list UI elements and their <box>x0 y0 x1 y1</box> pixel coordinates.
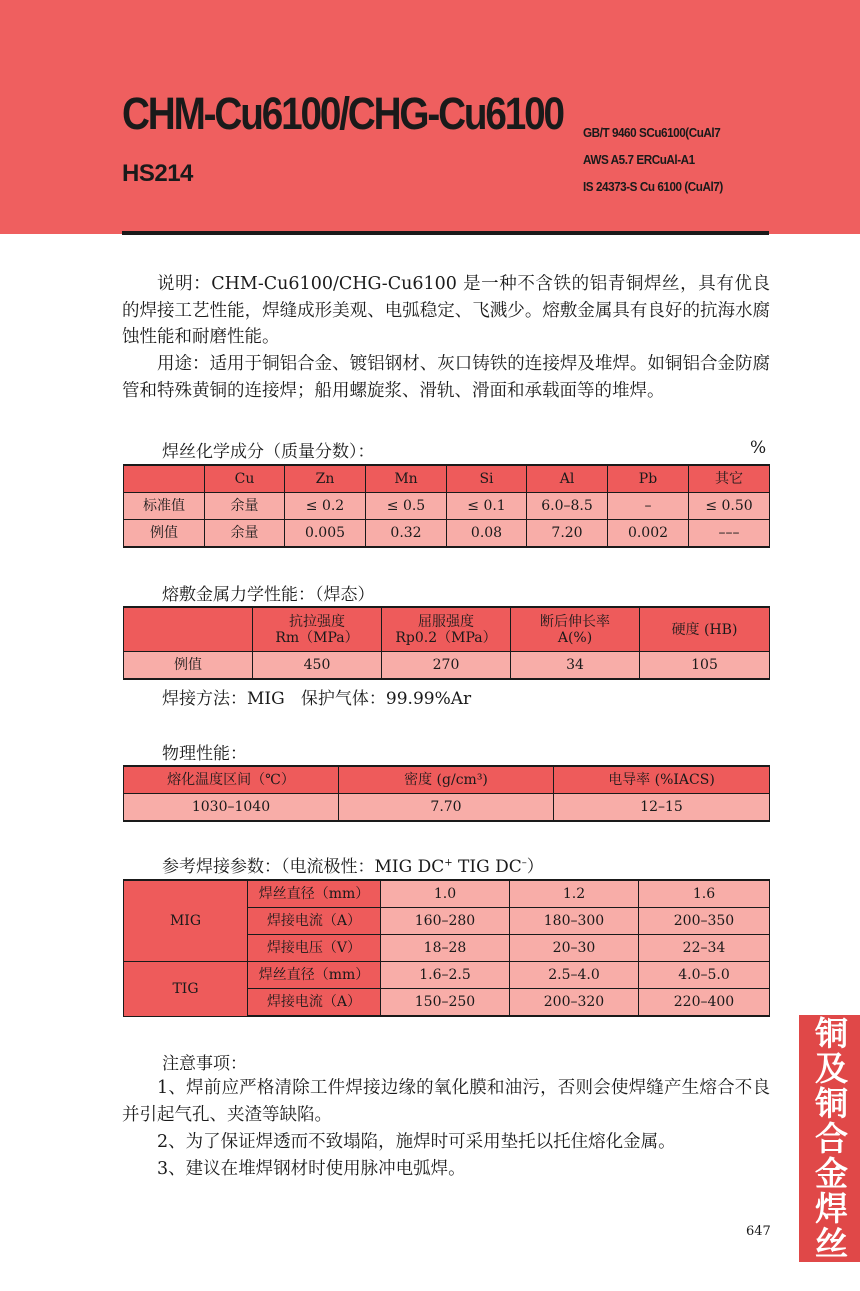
params-tig-label: TIG <box>124 962 248 1017</box>
product-subtitle: HS214 <box>122 160 193 187</box>
phys-cell: 7.70 <box>339 794 554 822</box>
chem-col-pb: Pb <box>608 465 689 493</box>
usage-text: 适用于铜铝合金、镀铝钢材、灰口铸铁的连接焊及堆焊。如铜铝合金防腐管和特殊黄铜的连接焊；船用螺旋浆、滑轨、滑面和承载面等的堆焊。 <box>122 354 771 401</box>
chem-cell: ≤ 0.5 <box>366 493 447 520</box>
standard-gb: GB/T 9460 SCu6100(CuAl7 <box>583 125 721 140</box>
weld-method-label: 焊接方法： <box>162 689 247 709</box>
mech-col-hardness: 硬度 (HB) <box>640 607 770 652</box>
phys-col-density: 密度 (g/cm³) <box>339 766 554 794</box>
mech-col-yield <box>382 607 511 652</box>
standards-list <box>583 119 723 200</box>
standard-aws: AWS A5.7 ERCuAl-A1 <box>583 152 695 167</box>
params-cell: 180–300 <box>510 908 639 935</box>
params-cell: 2.5–4.0 <box>510 962 639 989</box>
chem-cell: 6.0–8.5 <box>527 493 608 520</box>
mech-row-example <box>124 652 770 680</box>
chem-cell: 7.20 <box>527 520 608 548</box>
phys-cell: 1030–1040 <box>124 794 339 822</box>
chem-cell: 0.32 <box>366 520 447 548</box>
chem-cell: ≤ 0.2 <box>285 493 366 520</box>
params-cell: 200–320 <box>510 989 639 1017</box>
shield-gas-value: 99.99%Ar <box>385 689 472 709</box>
phys-heading: 物理性能： <box>162 744 247 764</box>
phys-table <box>123 765 770 822</box>
params-cell: 1.6–2.5 <box>381 962 510 989</box>
params-param-label: 焊接电流（A） <box>248 989 381 1017</box>
header-banner <box>0 0 860 234</box>
mech-heading-note: （焊态） <box>315 585 375 605</box>
chem-col-zn: Zn <box>285 465 366 493</box>
note-item-3: 3、建议在堆焊钢材时使用脉冲电弧焊。 <box>157 1159 466 1179</box>
description-label: 说明： <box>157 274 212 294</box>
params-mig-label: MIG <box>124 880 248 962</box>
usage-label: 用途： <box>157 354 210 374</box>
params-cell: 150–250 <box>381 989 510 1017</box>
notes-heading: 注意事项： <box>162 1054 247 1074</box>
params-param-label: 焊接电压（V） <box>248 935 381 962</box>
phys-col-melting: 熔化温度区间（℃） <box>124 766 339 794</box>
mech-col-elongation-b: A(%) <box>557 629 593 646</box>
mech-row-label: 例值 <box>124 652 253 680</box>
params-cell: 18–28 <box>381 935 510 962</box>
weld-method-line <box>162 684 471 709</box>
params-cell: 1.2 <box>510 880 639 908</box>
chem-cell: – <box>608 493 689 520</box>
mech-heading <box>162 580 375 605</box>
params-row <box>124 880 770 908</box>
chem-cell: 余量 <box>205 520 285 548</box>
mech-col-tensile <box>253 607 382 652</box>
header-rule <box>122 231 769 235</box>
chem-cell: 0.002 <box>608 520 689 548</box>
chem-cell: ≤ 0.50 <box>689 493 770 520</box>
standard-is: IS 24373-S Cu 6100 (CuAl7) <box>583 179 723 194</box>
usage-paragraph <box>122 351 770 404</box>
params-heading <box>162 852 544 877</box>
phys-col-conductivity: 电导率 (%IACS) <box>554 766 770 794</box>
params-cell: 4.0–5.0 <box>639 962 770 989</box>
mech-heading-text: 熔敷金属力学性能： <box>162 585 315 605</box>
note-item-1: 1、焊前应严格清除工件焊接边缘的氧化膜和油污，否则会使焊缝产生熔合不良并引起气孔、夹渣等缺陷。 <box>122 1078 770 1125</box>
chem-cell: 标准值 <box>124 493 205 520</box>
description-text: CHM-Cu6100/CHG-Cu6100 是一种不含铁的铝青铜焊丝，具有优良的焊接工艺性能，焊缝成形美观、电弧稳定、飞溅少。熔敷金属具有良好的抗海水腐蚀性能和耐磨性能。 <box>122 274 771 347</box>
mech-col-yield-b: Rp0.2（MPa） <box>395 629 497 646</box>
chem-col-si: Si <box>447 465 527 493</box>
mech-cell: 105 <box>640 652 770 680</box>
chem-cell: 例值 <box>124 520 205 548</box>
side-tab-label: 铜及铜合金焊丝 <box>810 1016 849 1261</box>
params-cell: 160–280 <box>381 908 510 935</box>
weld-method-value: MIG <box>247 689 285 709</box>
chem-row-example <box>124 520 770 548</box>
params-heading-note: （电流极性：MIG DC+ TIG DC–） <box>281 857 544 877</box>
chem-cell: 0.005 <box>285 520 366 548</box>
chem-col-blank <box>124 465 205 493</box>
chem-col-al: Al <box>527 465 608 493</box>
page-number: 647 <box>746 1224 771 1239</box>
chem-col-other: 其它 <box>689 465 770 493</box>
phys-header-row <box>124 766 770 794</box>
note-item-2: 2、为了保证焊透而不致塌陷，施焊时可采用垫托以托住熔化金属。 <box>157 1132 676 1152</box>
mech-cell: 34 <box>511 652 640 680</box>
params-param-label: 焊接电流（A） <box>248 908 381 935</box>
params-table <box>123 879 770 1017</box>
description-paragraph <box>122 271 770 351</box>
chem-header-row <box>124 465 770 493</box>
chem-cell: ≤ 0.1 <box>447 493 527 520</box>
side-tab <box>799 1015 860 1262</box>
product-title: CHM-Cu6100/CHG-Cu6100 <box>122 88 563 139</box>
chem-heading: 焊丝化学成分（质量分数）： <box>162 442 375 462</box>
params-cell: 200–350 <box>639 908 770 935</box>
mech-col-blank <box>124 607 253 652</box>
mech-table <box>123 606 770 680</box>
chem-unit: % <box>750 438 767 458</box>
params-heading-text: 参考焊接参数： <box>162 857 281 877</box>
params-row <box>124 962 770 989</box>
params-param-label: 焊丝直径（mm） <box>248 880 381 908</box>
mech-cell: 450 <box>253 652 382 680</box>
chem-cell: ––– <box>689 520 770 548</box>
params-cell: 20–30 <box>510 935 639 962</box>
chem-table <box>123 464 770 548</box>
mech-col-tensile-b: Rm（MPa） <box>275 629 359 646</box>
phys-row-values <box>124 794 770 822</box>
mech-header-row <box>124 607 770 652</box>
chem-col-mn: Mn <box>366 465 447 493</box>
params-cell: 1.0 <box>381 880 510 908</box>
mech-col-yield-a: 屈服强度 <box>418 613 474 630</box>
shield-gas-label: 保护气体： <box>300 689 386 709</box>
mech-col-elongation-a: 断后伸长率 <box>540 613 610 630</box>
params-cell: 22–34 <box>639 935 770 962</box>
chem-col-cu: Cu <box>205 465 285 493</box>
mech-col-elongation <box>511 607 640 652</box>
chem-cell: 余量 <box>205 493 285 520</box>
mech-cell: 270 <box>382 652 511 680</box>
mech-col-tensile-a: 抗拉强度 <box>289 613 345 630</box>
phys-cell: 12–15 <box>554 794 770 822</box>
chem-cell: 0.08 <box>447 520 527 548</box>
chem-row-standard <box>124 493 770 520</box>
params-cell: 1.6 <box>639 880 770 908</box>
params-param-label: 焊丝直径（mm） <box>248 962 381 989</box>
params-cell: 220–400 <box>639 989 770 1017</box>
